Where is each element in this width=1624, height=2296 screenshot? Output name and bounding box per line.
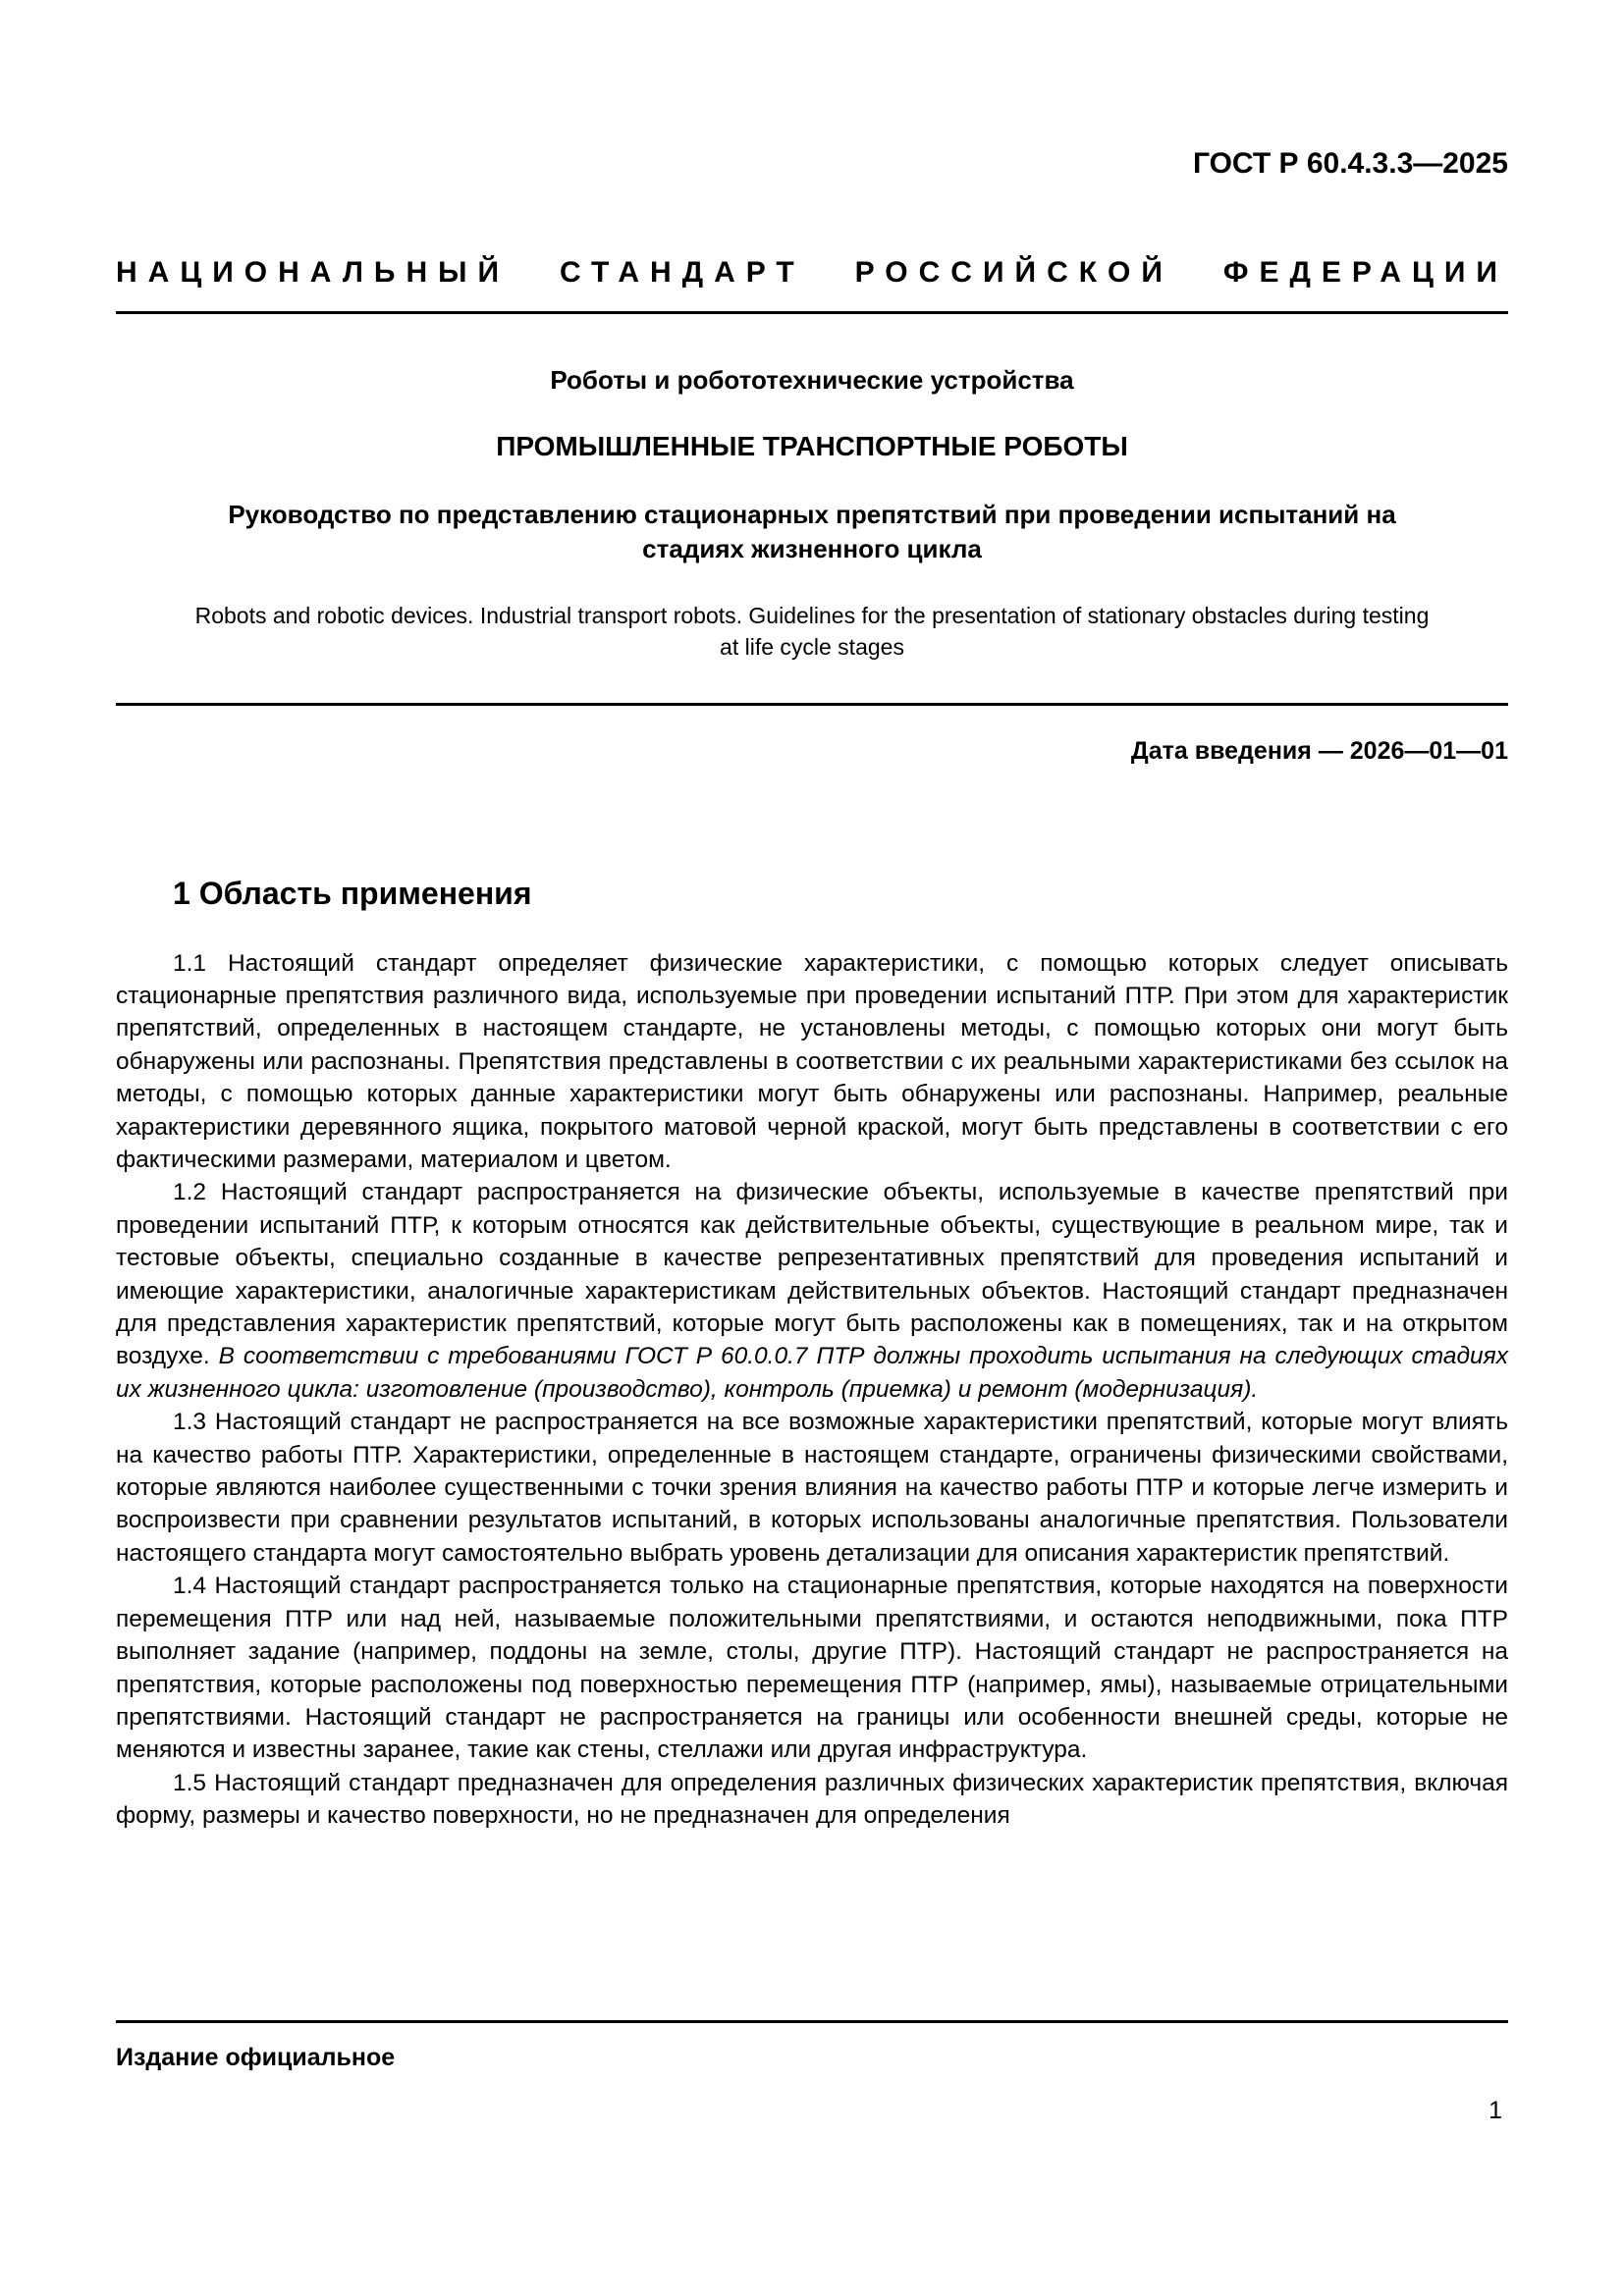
english-title: Robots and robotic devices. Industrial transport robots. Guidelines for the presentation of stationary obstacles during testing at life cycle stages bbox=[194, 603, 1430, 661]
paragraph-1-2 bbox=[116, 1176, 1508, 1406]
page-number: 1 bbox=[1489, 2097, 1502, 2124]
paragraph-1-3 bbox=[116, 1406, 1508, 1570]
paragraph-1-4 bbox=[116, 1570, 1508, 1766]
paragraph-text: 1.3 Настоящий стандарт не распространяется на все возможные характеристики препятствий, которые могут влиять на качество работы ПТР. Характеристики, определенные в настоящем стандарте, ограничены физическими свойствами, которые являются наиболее существенными с точки зрения влияния на качество работы ПТР и которые легче измерить и воспроизвести при сравнении результатов испытаний, в которых использованы аналогичные препятствия. Пользователи настоящего стандарта могут самостоятельно выбрать уровень детализации для описания характеристик препятствий. bbox=[116, 1409, 1508, 1567]
subject-title: Роботы и робототехнические устройства bbox=[550, 365, 1074, 395]
main-title: ПРОМЫШЛЕННЫЕ ТРАНСПОРТНЫЕ РОБОТЫ bbox=[496, 431, 1128, 461]
paragraph-1-5 bbox=[116, 1767, 1508, 1833]
title-block bbox=[116, 365, 1508, 664]
doc-code: ГОСТ Р 60.4.3.3—2025 bbox=[1192, 147, 1508, 180]
edition-note: Издание официальное bbox=[116, 2044, 396, 2071]
footer-divider bbox=[116, 2020, 1508, 2023]
effective-date: Дата введения — 2026—01—01 bbox=[1130, 736, 1508, 765]
paragraph-italic-note: В соответствии с требованиями ГОСТ Р 60.0.0.7 ПТР должны проходить испытания на следующих стадиях их жизненного цикла: изготовление (производство), контроль (приемка) и ремонт (модернизация). bbox=[116, 1343, 1508, 1403]
standard-banner: НАЦИОНАЛЬНЫЙ СТАНДАРТ РОССИЙСКОЙ ФЕДЕРАЦИИ bbox=[116, 255, 1508, 289]
subtitle: Руководство по представлению стационарных препятствий при проведении испытаний на стадиях жизненного цикла bbox=[228, 500, 1396, 564]
section-1-heading: 1 Область применения bbox=[173, 875, 532, 911]
header-divider bbox=[116, 311, 1508, 314]
paragraph-text: 1.4 Настоящий стандарт распространяется только на стационарные препятствия, которые находятся на поверхности перемещения ПТР или над ней, называемые положительными препятствиями, и остаются неподвижными, пока ПТР выполняет задание (например, поддоны на земле, столы, другие ПТР). Настоящий стандарт не распространяется на препятствия, которые расположены под поверхностью перемещения ПТР (например, ямы), называемые отрицательными препятствиями. Настоящий стандарт не распространяется на границы или особенности внешней среды, которые не меняются и известны заранее, такие как стены, стеллажи или другая инфраструктура. bbox=[116, 1573, 1508, 1764]
paragraph-text: 1.5 Настоящий стандарт предназначен для определения различных физических характеристик препятствия, включая форму, размеры и качество поверхности, но не предназначен для определения bbox=[116, 1769, 1508, 1830]
paragraph-text: 1.2 Настоящий стандарт распространяется на физические объекты, используемые в качестве препятствий при проведении испытаний ПТР, к которым относятся как действительные объекты, существующие в реальном мире, так и тестовые объекты, специально созданные в качестве репрезентативных препятствий для проведения испытаний и имеющие характеристики, аналогичные характеристикам действительных объектов. Настоящий стандарт предназначен для представления характеристик препятствий, которые могут быть расположены как в помещениях, так и на открытом воздухе. bbox=[116, 1179, 1508, 1370]
paragraph-text: 1.1 Настоящий стандарт определяет физические характеристики, с помощью которых следует описывать стационарные препятствия различного вида, используемые при проведении испытаний ПТР. При этом для характеристик препятствий, определенных в настоящем стандарте, не установлены методы, с помощью которых они могут быть обнаружены или распознаны. Препятствия представлены в соответствии с их реальными характеристиками без ссылок на методы, с помощью которых данные характеристики могут быть обнаружены или распознаны. Например, реальные характеристики деревянного ящика, покрытого матовой черной краской, могут быть представлены в соответствии с его фактическими размерами, материалом и цветом. bbox=[116, 949, 1508, 1173]
title-divider bbox=[116, 703, 1508, 706]
section-1-body bbox=[116, 947, 1508, 1833]
paragraph-1-1 bbox=[116, 947, 1508, 1177]
